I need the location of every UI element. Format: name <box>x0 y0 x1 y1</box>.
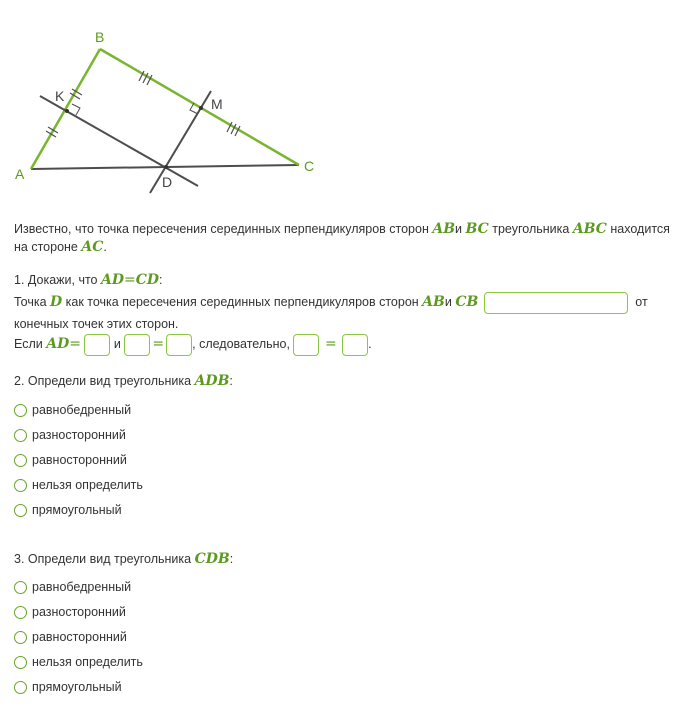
q3-suffix: : <box>229 552 234 566</box>
q1-line2-text-4: от <box>635 295 648 309</box>
intro-text-2: и <box>455 222 466 236</box>
option-label: равнобедренный <box>32 403 132 417</box>
question-3-title <box>14 550 689 568</box>
math-ac: AC <box>81 239 104 255</box>
q3-prefix: 3. Определи вид треугольника <box>14 552 195 566</box>
radio-button[interactable] <box>14 606 27 619</box>
math-bc: BC <box>465 221 489 237</box>
q2-option[interactable] <box>14 401 131 419</box>
question-1-line2 <box>14 290 689 314</box>
q1-eq-1: = <box>69 336 81 352</box>
radio-button[interactable] <box>14 504 27 517</box>
q3-option[interactable] <box>14 578 131 596</box>
option-label: нельзя определить <box>32 655 143 669</box>
label-a: A <box>15 166 25 182</box>
intro-text-1: Известно, что точка пересечения серединных перпендикуляров сторон <box>14 222 433 236</box>
point-m <box>199 106 203 110</box>
radio-button[interactable] <box>14 429 27 442</box>
q1-line2-text-1: Точка <box>14 295 51 309</box>
radio-button[interactable] <box>14 454 27 467</box>
option-label: разносторонний <box>32 605 126 619</box>
label-b: B <box>95 29 105 45</box>
label-c: C <box>304 158 315 174</box>
q1-line4-text-1: Если <box>14 337 47 351</box>
answer-input-4[interactable] <box>293 334 319 356</box>
q1-eq-2: = <box>152 336 165 352</box>
math-cb: CB <box>455 294 479 310</box>
math-adb: ADB <box>194 373 230 389</box>
label-d: D <box>162 174 173 190</box>
q1-line4-text-2: и <box>113 337 121 351</box>
option-label: разносторонний <box>32 428 126 442</box>
option-label: нельзя определить <box>32 478 143 492</box>
math-ab: AB <box>432 221 456 237</box>
q1-prefix: 1. Докажи, что <box>14 273 101 287</box>
option-label: равносторонний <box>32 453 127 467</box>
triangle-figure <box>0 0 330 200</box>
intro-text-6: . <box>103 240 107 254</box>
q1-line4-text-3: , следовательно, <box>192 337 290 351</box>
q3-option[interactable] <box>14 678 122 696</box>
q2-option[interactable] <box>14 476 143 494</box>
option-label: прямоугольный <box>32 680 122 694</box>
q1-line2-text-3: и <box>444 295 456 309</box>
intro-text-4: находится <box>606 222 670 236</box>
q1-eq: = <box>123 272 136 288</box>
radio-button[interactable] <box>14 631 27 644</box>
radio-button[interactable] <box>14 681 27 694</box>
answer-input-equidistant[interactable] <box>484 292 628 314</box>
q3-option[interactable] <box>14 628 127 646</box>
q1-suffix: : <box>159 273 163 287</box>
option-label: равнобедренный <box>32 580 132 594</box>
option-label: прямоугольный <box>32 503 122 517</box>
q3-option[interactable] <box>14 603 126 621</box>
label-m: M <box>211 96 223 112</box>
question-2-title <box>14 372 689 390</box>
q2-prefix: 2. Определи вид треугольника <box>14 374 195 388</box>
point-d <box>164 165 168 169</box>
intro-text-5: на стороне <box>14 240 82 254</box>
math-ab-2: AB <box>422 294 445 310</box>
question-1-title <box>14 271 689 289</box>
q1-line3-text: конечных точек этих сторон. <box>14 317 179 331</box>
radio-button[interactable] <box>14 581 27 594</box>
label-k: K <box>55 88 65 104</box>
math-cd: CD <box>135 272 160 288</box>
math-d: D <box>50 294 63 310</box>
q1-line2-text-2: как точка пересечения серединных перпендикуляров сторон <box>62 295 423 309</box>
math-abc: ABC <box>572 221 607 237</box>
option-label: равносторонний <box>32 630 127 644</box>
q2-option[interactable] <box>14 426 126 444</box>
problem-statement <box>14 220 689 256</box>
side-ab <box>31 49 100 169</box>
intro-text-3: треугольника <box>488 222 573 236</box>
answer-input-5[interactable] <box>342 334 368 356</box>
q1-eq-3: = <box>324 336 337 352</box>
point-k <box>65 109 69 113</box>
answer-input-3[interactable] <box>166 334 192 356</box>
math-ad-2: AD <box>46 336 70 352</box>
question-1-line4 <box>14 331 689 357</box>
bisector-ab <box>40 96 198 186</box>
answer-input-2[interactable] <box>124 334 150 356</box>
q2-suffix: : <box>229 374 233 388</box>
q3-option[interactable] <box>14 653 143 671</box>
answer-input-1[interactable] <box>84 334 110 356</box>
q1-line4-text-4: . <box>368 337 372 351</box>
radio-button[interactable] <box>14 656 27 669</box>
radio-button[interactable] <box>14 404 27 417</box>
math-ad: AD <box>100 272 124 288</box>
q2-option[interactable] <box>14 501 122 519</box>
radio-button[interactable] <box>14 479 27 492</box>
right-angle-k <box>72 104 80 115</box>
math-cdb: CDB <box>194 551 230 567</box>
q2-option[interactable] <box>14 451 127 469</box>
